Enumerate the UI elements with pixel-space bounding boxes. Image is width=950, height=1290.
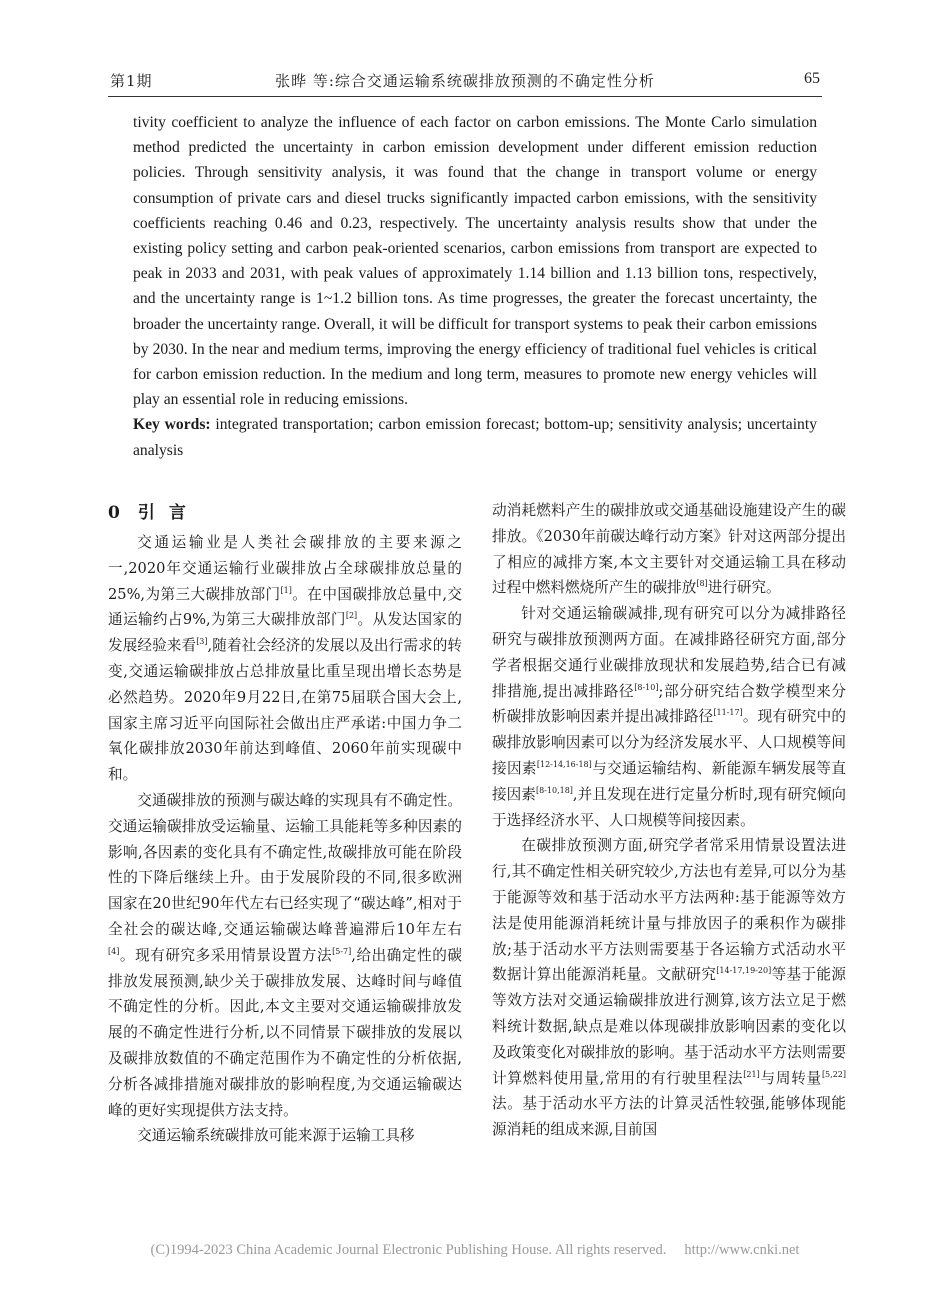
citation[interactable]: [4] [108, 946, 120, 956]
keywords-text: integrated transportation; carbon emission forecast; bottom-up; sensitivity analysis; uncertainty analysis [133, 416, 817, 459]
citation[interactable]: [12-14,16-18] [536, 759, 592, 769]
running-title: 张晔 等:综合交通运输系统碳排放预测的不确定性分析 [275, 72, 655, 90]
paragraph: 交通碳排放的预测与碳达峰的实现具有不确定性。交通运输碳排放受运输量、运输工具能耗等多种因素的影响,各因素的变化具有不确定性,故碳排放可能在阶段性的下降后继续上升。由于发展阶段的不同,很多欧洲国家在20世纪90年代左右已经实现了“碳达峰”,相对于全社会的碳达峰,交通运输碳达峰普遍滞后10年左右[4]。现有研究多采用情景设置方法[5-7],给出确定性的碳排放发展预测,缺少关于碳排放发展、达峰时间与峰值不确定性的分析。因此,本文主要对交通运输碳排放发展的不确定性进行分析,以不同情景下碳排放的发展以及碳排放数值的不确定范围作为不确定性的分析依据,分析各减排措施对碳排放的影响程度,为交通运输碳达峰的更好实现提供方法支持。 [108, 791, 462, 1119]
header-divider [108, 96, 822, 97]
paragraph: 交通运输业是人类社会碳排放的主要来源之一,2020年交通运输行业碳排放占全球碳排放总量的25%,为第三大碳排放部门[1]。在中国碳排放总量中,交通运输约占9%,为第三大碳排放部门[2]。从发达国家的发展经验来看[3],随着社会经济的发展以及出行需求的转变,交通运输碳排放占总排放量比重呈现出增长态势是必然趋势。2020年9月22日,在第75届联合国大会上,国家主席习近平向国际社会做出庄严承诺:中国力争二氧化碳排放2030年前达到峰值、2060年前实现碳中和。 [108, 534, 463, 784]
paragraph: 交通运输系统碳排放可能来源于运输工具移 [137, 1127, 415, 1145]
english-abstract [133, 110, 817, 463]
citation[interactable]: [11-17] [713, 708, 743, 718]
section-title: 引言 [137, 503, 200, 523]
citation[interactable]: [1] [280, 585, 292, 595]
keywords-label: Key words: [133, 416, 211, 434]
section-number: 0 [108, 503, 120, 523]
citation[interactable]: [8] [696, 579, 708, 589]
running-header [110, 70, 820, 94]
citation[interactable]: [3] [196, 637, 208, 647]
citation[interactable]: [21] [743, 1069, 760, 1079]
footer-link[interactable]: http://www.cnki.net [684, 1242, 800, 1258]
paragraph: 在碳排放预测方面,研究学者常采用情景设置法进行,其不确定性相关研究较少,方法也有差异,可以分为基于能源等效和基于活动水平方法两种:基于能源等效方法是使用能源消耗统计量与排放因子的乘积作为碳排放;基于活动水平方法则需要基于各运输方式活动水平数据计算出能源消耗量。文献研究[14-17,19-20]等基于能源等效方法对交通运输碳排放进行测算,该方法立足于燃料统计数据,缺点是难以体现碳排放影响因素的变化以及政策变化对碳排放的影响。基于活动水平方法则需要计算燃料使用量,常用的有行驶里程法[21]与周转量[5,22]法。基于活动水平方法的计算灵活性较强,能够体现能源消耗的组成来源,目前国 [492, 837, 846, 1139]
right-column [492, 498, 846, 1143]
citation[interactable]: [2] [345, 611, 358, 621]
issue-label: 第1期 [110, 72, 153, 90]
citation[interactable]: [8-10,18] [535, 785, 573, 795]
copyright-footer [0, 1242, 950, 1259]
citation[interactable]: [5,22] [821, 1069, 846, 1079]
left-column [108, 498, 462, 1149]
paragraph: 针对交通运输碳减排,现有研究可以分为减排路径研究与碳排放预测两方面。在减排路径研究方面,部分学者根据交通行业碳排放现状和发展趋势,结合已有减排措施,提出减排路径[8-10];部分研究结合数学模型来分析碳排放影响因素并提出减排路径[11-17]。现有研究中的碳排放影响因素可以分为经济发展水平、人口规模等间接因素[12-14,16-18]与交通运输结构、新能源车辆发展等直接因素[8-10,18],并且发现在进行定量分析时,现有研究倾向于选择经济水平、人口规模等间接因素。 [492, 605, 846, 829]
paragraph: 动消耗燃料产生的碳排放或交通基础设施建设产生的碳排放。《2030年前碳达峰行动方案》针对这两部分提出了相应的减排方案,本文主要针对交通运输工具在移动过程中燃料燃烧所产生的碳排放[8]进行研究。 [492, 502, 846, 597]
citation[interactable]: [5-7] [332, 946, 352, 956]
copyright-text: (C)1994-2023 China Academic Journal Electronic Publishing House. All rights reserved. [150, 1242, 667, 1258]
section-heading [108, 498, 462, 528]
citation[interactable]: [14-17,19-20] [716, 966, 772, 976]
page-number: 65 [804, 70, 820, 87]
keywords-line [133, 412, 817, 462]
citation[interactable]: [8-10] [634, 682, 659, 692]
abstract-body: tivity coefficient to analyze the influence of each factor on carbon emissions. The Monte Carlo simulation method predicted the uncertainty in carbon emission development under different emission reduction policies. Through sensitivity analysis, it was found that the change in transport volume or energy consumption of private cars and diesel trucks significantly impacted carbon emissions, with the sensitivity coefficients reaching 0.46 and 0.23, respectively. The uncertainty analysis results show that under the existing policy setting and carbon peak-oriented scenarios, carbon emissions from transport are expected to peak in 2033 and 2031, with peak values of approximately 1.14 billion and 1.13 billion tons, respectively, and the uncertainty range is 1~1.2 billion tons. As time progresses, the greater the forecast uncertainty, the broader the uncertainty range. Overall, it will be difficult for transport systems to peak their carbon emissions by 2030. In the near and medium terms, improving the energy efficiency of traditional fuel vehicles is critical for carbon emission reduction. In the medium and long term, measures to promote new energy vehicles will play an essential role in reducing emissions. [133, 114, 817, 409]
